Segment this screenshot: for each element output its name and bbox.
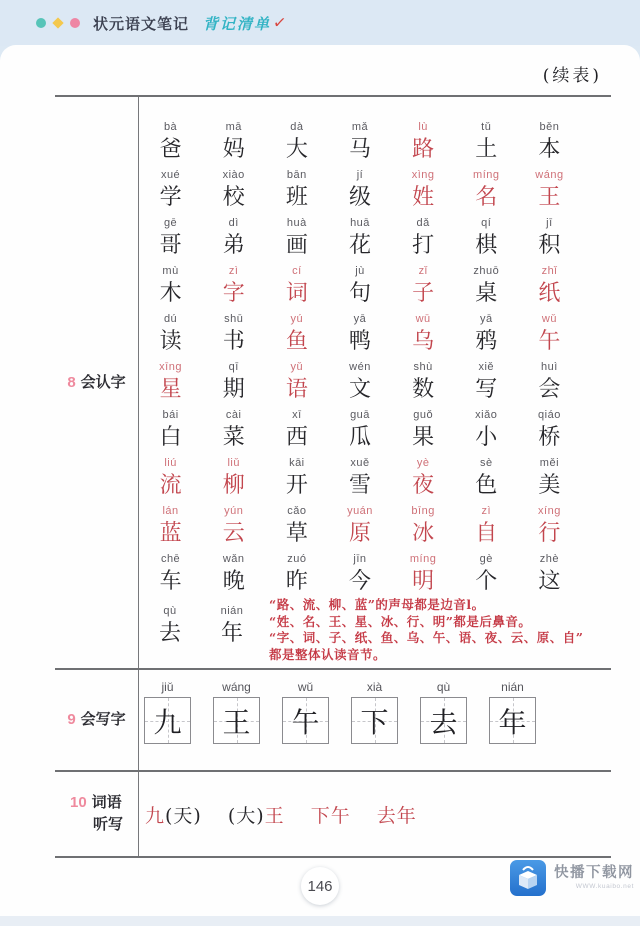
char-cell bbox=[455, 409, 518, 457]
char-cell bbox=[518, 361, 581, 409]
char-cell bbox=[265, 121, 328, 169]
hanzi: 纸 bbox=[538, 281, 561, 306]
pinyin: mǎ bbox=[351, 121, 369, 133]
hanzi: 美 bbox=[538, 473, 561, 498]
pinyin: guā bbox=[350, 409, 370, 421]
char-cell bbox=[139, 457, 202, 505]
hanzi: 画 bbox=[285, 233, 308, 258]
char-cell bbox=[139, 409, 202, 457]
section-write-label-cell bbox=[55, 670, 139, 770]
hanzi: 行 bbox=[538, 521, 561, 546]
hanzi: 桥 bbox=[538, 425, 561, 450]
pinyin: jù bbox=[355, 265, 365, 277]
char-cell bbox=[139, 265, 202, 313]
tianzige-box bbox=[420, 697, 467, 744]
pinyin: xiǎo bbox=[475, 409, 498, 421]
char-cell bbox=[202, 217, 265, 265]
brand-title: 状元语文笔记 bbox=[93, 15, 190, 33]
book-page bbox=[0, 45, 640, 926]
hanzi: 今 bbox=[348, 569, 371, 594]
pinyin: dú bbox=[163, 313, 178, 325]
checkmark-icon: ✓ bbox=[272, 14, 288, 33]
recognize-tail-row bbox=[139, 597, 611, 663]
pinyin: jí bbox=[356, 169, 364, 181]
char-cell bbox=[455, 169, 518, 217]
pinyin: guǒ bbox=[413, 409, 434, 421]
pinyin: zì bbox=[228, 265, 239, 277]
char-cell bbox=[392, 361, 455, 409]
hanzi: 星 bbox=[159, 377, 182, 402]
pinyin: cài bbox=[225, 409, 242, 421]
pinyin: xī bbox=[292, 409, 302, 421]
char-cell bbox=[328, 313, 391, 361]
pinyin: dì bbox=[228, 217, 239, 229]
char-cell bbox=[139, 605, 201, 653]
watermark bbox=[510, 860, 634, 896]
char-cell bbox=[265, 169, 328, 217]
hanzi: 年 bbox=[498, 705, 527, 739]
pinyin: zhuō bbox=[473, 265, 500, 277]
header-subtitle: 背记清单 bbox=[203, 15, 272, 33]
hanzi: 云 bbox=[222, 521, 245, 546]
hanzi: 名 bbox=[475, 185, 498, 210]
hanzi: 车 bbox=[159, 569, 182, 594]
hanzi: 文 bbox=[348, 377, 371, 402]
pinyin: xiě bbox=[478, 361, 495, 373]
char-cell bbox=[139, 169, 202, 217]
char-cell bbox=[518, 505, 581, 553]
hanzi: 九 bbox=[153, 705, 182, 739]
hanzi: 爸 bbox=[159, 137, 182, 162]
pinyin: bái bbox=[162, 409, 179, 421]
char-cell bbox=[139, 553, 202, 601]
section-write bbox=[55, 668, 611, 770]
note-line: “姓、名、王、星、冰、行、明”都是后鼻音。 bbox=[269, 613, 532, 629]
tianzige-box bbox=[351, 697, 398, 744]
char-cell bbox=[518, 265, 581, 313]
hanzi: 弟 bbox=[222, 233, 245, 258]
pinyin: cí bbox=[292, 265, 302, 277]
pinyin: gē bbox=[163, 217, 178, 229]
char-cell bbox=[392, 121, 455, 169]
char-cell bbox=[139, 217, 202, 265]
hanzi: 王 bbox=[538, 185, 561, 210]
write-char-column bbox=[420, 680, 467, 744]
write-char-column bbox=[144, 680, 191, 744]
pinyin: yuán bbox=[347, 505, 373, 517]
char-cell bbox=[455, 361, 518, 409]
hanzi: 数 bbox=[412, 377, 435, 402]
section-label-line2: 听写 bbox=[92, 816, 123, 833]
char-cell bbox=[455, 265, 518, 313]
hanzi: 字 bbox=[222, 281, 245, 306]
pinyin: xìng bbox=[411, 169, 435, 181]
summary-table bbox=[55, 95, 611, 858]
section-dictation-label-cell bbox=[55, 772, 139, 856]
hanzi: 冰 bbox=[412, 521, 435, 546]
char-cell bbox=[455, 457, 518, 505]
download-site-logo-icon bbox=[510, 860, 546, 896]
dictation-segment: 下午 bbox=[310, 804, 351, 827]
hanzi: 果 bbox=[412, 425, 435, 450]
char-cell bbox=[202, 265, 265, 313]
recognize-grid bbox=[139, 121, 611, 601]
dictation-word bbox=[228, 801, 285, 828]
hanzi: 期 bbox=[222, 377, 245, 402]
hanzi: 开 bbox=[285, 473, 308, 498]
char-cell bbox=[328, 553, 391, 601]
pinyin: kāi bbox=[289, 457, 305, 469]
pinyin: liǔ bbox=[227, 457, 240, 469]
char-cell bbox=[392, 505, 455, 553]
hanzi: 昨 bbox=[285, 569, 308, 594]
char-cell bbox=[139, 361, 202, 409]
hanzi: 妈 bbox=[222, 137, 245, 162]
pinyin: xià bbox=[366, 680, 383, 694]
hanzi: 土 bbox=[475, 137, 498, 162]
bottom-edge bbox=[0, 916, 640, 926]
hanzi: 子 bbox=[412, 281, 435, 306]
hanzi: 学 bbox=[159, 185, 182, 210]
hanzi: 路 bbox=[412, 137, 435, 162]
char-cell bbox=[265, 553, 328, 601]
dictation-word bbox=[377, 801, 417, 828]
tianzige-box bbox=[489, 697, 536, 744]
hanzi: 写 bbox=[475, 377, 498, 402]
pinyin: xuě bbox=[350, 457, 370, 469]
hanzi: 棋 bbox=[475, 233, 498, 258]
char-cell bbox=[455, 553, 518, 601]
hanzi: 年 bbox=[220, 621, 243, 646]
pinyin: bīng bbox=[411, 505, 435, 517]
pinyin: mā bbox=[225, 121, 242, 133]
pinyin: jīn bbox=[353, 553, 367, 565]
char-cell bbox=[392, 313, 455, 361]
teal-dot-icon bbox=[36, 18, 46, 28]
hanzi: 桌 bbox=[475, 281, 498, 306]
char-cell bbox=[202, 457, 265, 505]
page-number: 146 bbox=[307, 877, 333, 895]
hanzi: 句 bbox=[348, 281, 371, 306]
hanzi: 班 bbox=[285, 185, 308, 210]
note-line: 都是整体认读音节。 bbox=[269, 646, 387, 662]
pinyin: měi bbox=[539, 457, 560, 469]
pinyin: zǐ bbox=[418, 265, 428, 277]
hanzi: 瓜 bbox=[348, 425, 371, 450]
pinyin: wáng bbox=[222, 680, 251, 694]
pinyin: yè bbox=[416, 457, 430, 469]
hanzi: 词 bbox=[285, 281, 308, 306]
char-cell bbox=[139, 313, 202, 361]
pinyin: nián bbox=[501, 680, 524, 694]
write-char-column bbox=[213, 680, 260, 744]
char-cell bbox=[202, 409, 265, 457]
hanzi: 大 bbox=[285, 137, 308, 162]
hanzi: 小 bbox=[475, 425, 498, 450]
char-cell bbox=[455, 313, 518, 361]
dictation-word bbox=[311, 801, 351, 828]
char-cell bbox=[265, 313, 328, 361]
hanzi: 木 bbox=[159, 281, 182, 306]
char-cell bbox=[392, 265, 455, 313]
char-cell bbox=[265, 265, 328, 313]
char-cell bbox=[392, 217, 455, 265]
pinyin: gè bbox=[479, 553, 493, 565]
pinyin: chē bbox=[160, 553, 181, 565]
hanzi: 明 bbox=[412, 569, 435, 594]
hanzi: 鸦 bbox=[475, 329, 498, 354]
char-cell bbox=[202, 361, 265, 409]
hanzi: 去 bbox=[158, 621, 181, 646]
char-cell bbox=[518, 553, 581, 601]
char-cell bbox=[201, 605, 263, 653]
pinyin: qí bbox=[481, 217, 492, 229]
char-cell bbox=[518, 409, 581, 457]
char-cell bbox=[202, 313, 265, 361]
pinyin: huā bbox=[350, 217, 370, 229]
char-cell bbox=[392, 553, 455, 601]
pinyin: shū bbox=[224, 313, 244, 325]
hanzi: 这 bbox=[538, 569, 561, 594]
pinyin: jī bbox=[546, 217, 553, 229]
char-cell bbox=[328, 169, 391, 217]
hanzi: 会 bbox=[538, 377, 561, 402]
hanzi: 打 bbox=[412, 233, 435, 258]
section-label: 会写字 bbox=[80, 711, 126, 728]
char-cell bbox=[265, 217, 328, 265]
pinyin: shù bbox=[413, 361, 433, 373]
char-cell bbox=[328, 361, 391, 409]
hanzi: 读 bbox=[159, 329, 182, 354]
hanzi: 柳 bbox=[222, 473, 245, 498]
pinyin: wǎn bbox=[222, 553, 245, 565]
pinyin: wǔ bbox=[297, 680, 314, 694]
dictation-segment: (天) bbox=[165, 804, 202, 827]
hanzi: 王 bbox=[222, 705, 251, 739]
pinyin: zhǐ bbox=[541, 265, 558, 277]
pinyin: nián bbox=[220, 605, 244, 617]
recognize-content bbox=[139, 97, 611, 668]
write-char-column bbox=[489, 680, 536, 744]
char-cell bbox=[518, 169, 581, 217]
pinyin: huà bbox=[286, 217, 307, 229]
write-char-column bbox=[351, 680, 398, 744]
pinyin: tǔ bbox=[481, 121, 492, 133]
hanzi: 下 bbox=[360, 705, 389, 739]
watermark-title: 快播下载网 bbox=[554, 865, 634, 881]
hanzi: 本 bbox=[538, 137, 561, 162]
hanzi: 色 bbox=[475, 473, 498, 498]
char-cell bbox=[139, 505, 202, 553]
pinyin: yú bbox=[290, 313, 304, 325]
pinyin: bà bbox=[163, 121, 178, 133]
pinyin: qù bbox=[436, 680, 451, 694]
pinyin: wǔ bbox=[541, 313, 557, 325]
dictation-segment: (大) bbox=[227, 804, 265, 827]
char-cell bbox=[202, 169, 265, 217]
hanzi: 语 bbox=[285, 377, 308, 402]
pinyin: dǎ bbox=[416, 217, 430, 229]
char-cell bbox=[455, 121, 518, 169]
continued-table-label: (续表) bbox=[542, 66, 602, 86]
section-number: 10 bbox=[69, 794, 87, 811]
pinyin: wáng bbox=[535, 169, 564, 181]
pinyin: zuó bbox=[287, 553, 307, 565]
char-cell bbox=[455, 217, 518, 265]
dictation-segment: 王 bbox=[264, 804, 285, 827]
char-cell bbox=[265, 505, 328, 553]
char-cell bbox=[328, 505, 391, 553]
char-cell bbox=[265, 361, 328, 409]
pinyin: bān bbox=[286, 169, 307, 181]
hanzi: 姓 bbox=[412, 185, 435, 210]
tianzige-box bbox=[144, 697, 191, 744]
pink-dot-icon bbox=[70, 18, 80, 28]
char-cell bbox=[265, 457, 328, 505]
pinyin: xué bbox=[160, 169, 181, 181]
write-boxes-row bbox=[144, 680, 611, 744]
pinyin: míng bbox=[409, 553, 437, 565]
pinyin: yā bbox=[479, 313, 493, 325]
char-cell bbox=[518, 457, 581, 505]
hanzi: 雪 bbox=[348, 473, 371, 498]
section-label: 会认字 bbox=[80, 373, 126, 391]
char-cell bbox=[328, 121, 391, 169]
hanzi: 自 bbox=[475, 521, 498, 546]
pinyin: xíng bbox=[538, 505, 561, 517]
pinyin: lán bbox=[162, 505, 179, 517]
char-cell bbox=[328, 217, 391, 265]
hanzi: 午 bbox=[291, 705, 320, 739]
page-number-badge bbox=[301, 867, 339, 905]
pinyin: qù bbox=[163, 605, 177, 617]
write-content bbox=[139, 670, 611, 770]
char-cell bbox=[518, 217, 581, 265]
pinyin: mù bbox=[162, 265, 179, 277]
pinyin: huì bbox=[541, 361, 558, 373]
hanzi: 个 bbox=[475, 569, 498, 594]
pinyin: xiào bbox=[222, 169, 245, 181]
hanzi: 书 bbox=[222, 329, 245, 354]
header-band bbox=[0, 0, 640, 46]
yellow-diamond-icon bbox=[52, 17, 63, 28]
note-line: “字、词、子、纸、鱼、乌、午、语、夜、云、原、自” bbox=[269, 630, 584, 645]
section-number: 8 bbox=[67, 373, 76, 391]
char-cell bbox=[455, 505, 518, 553]
section-label-line1: 词语 bbox=[91, 794, 122, 811]
hanzi: 哥 bbox=[159, 233, 182, 258]
pinyin: yǔ bbox=[290, 361, 304, 373]
char-cell bbox=[202, 121, 265, 169]
section-recognize bbox=[55, 95, 611, 668]
pinyin: qiáo bbox=[538, 409, 561, 421]
pinyin: qī bbox=[228, 361, 239, 373]
dictation-content bbox=[139, 772, 611, 856]
pinyin: yún bbox=[224, 505, 244, 517]
char-cell bbox=[139, 121, 202, 169]
pinyin: xīng bbox=[159, 361, 182, 373]
pinyin: sè bbox=[479, 457, 493, 469]
hanzi: 积 bbox=[538, 233, 561, 258]
hanzi: 马 bbox=[348, 137, 371, 162]
hanzi: 夜 bbox=[412, 473, 435, 498]
recognize-tail-cells bbox=[139, 605, 263, 663]
hanzi: 鸭 bbox=[348, 329, 371, 354]
hanzi: 原 bbox=[348, 521, 371, 546]
pinyin: cǎo bbox=[287, 505, 307, 517]
char-cell bbox=[392, 169, 455, 217]
char-cell bbox=[202, 505, 265, 553]
char-cell bbox=[202, 553, 265, 601]
hanzi: 流 bbox=[159, 473, 182, 498]
char-cell bbox=[518, 313, 581, 361]
char-cell bbox=[265, 409, 328, 457]
section-dictation bbox=[55, 770, 611, 856]
dictation-word bbox=[145, 801, 202, 828]
pinyin: jiǔ bbox=[161, 680, 174, 694]
pinyin: míng bbox=[473, 169, 500, 181]
hanzi: 蓝 bbox=[159, 521, 182, 546]
hanzi: 级 bbox=[348, 185, 371, 210]
char-cell bbox=[328, 409, 391, 457]
pinyin: dà bbox=[290, 121, 304, 133]
write-char-column bbox=[282, 680, 329, 744]
hanzi: 西 bbox=[285, 425, 308, 450]
pinyin: wén bbox=[349, 361, 371, 373]
dictation-segment: 九 bbox=[145, 804, 166, 827]
tianzige-box bbox=[213, 697, 260, 744]
hanzi: 乌 bbox=[412, 329, 435, 354]
char-cell bbox=[518, 121, 581, 169]
char-cell bbox=[328, 265, 391, 313]
hanzi: 晚 bbox=[222, 569, 245, 594]
phonics-note bbox=[263, 597, 611, 663]
char-cell bbox=[392, 457, 455, 505]
dictation-segment: 去年 bbox=[376, 804, 417, 827]
pinyin: wū bbox=[415, 313, 431, 325]
hanzi: 午 bbox=[538, 329, 561, 354]
hanzi: 草 bbox=[285, 521, 308, 546]
hanzi: 去 bbox=[429, 705, 458, 739]
note-line: “路、流、柳、蓝”的声母都是边音l。 bbox=[269, 597, 485, 612]
section-recognize-label-cell bbox=[55, 97, 139, 668]
char-cell bbox=[328, 457, 391, 505]
pinyin: lù bbox=[418, 121, 428, 133]
pinyin: yā bbox=[353, 313, 367, 325]
pinyin: běn bbox=[539, 121, 560, 133]
tianzige-box bbox=[282, 697, 329, 744]
section-number: 9 bbox=[67, 711, 76, 728]
watermark-url: WWW.kuaibo.net bbox=[575, 883, 634, 890]
hanzi: 花 bbox=[348, 233, 371, 258]
pinyin: zì bbox=[481, 505, 492, 517]
hanzi: 鱼 bbox=[285, 329, 308, 354]
pinyin: zhè bbox=[539, 553, 560, 565]
pinyin: liú bbox=[164, 457, 177, 469]
hanzi: 白 bbox=[159, 425, 182, 450]
hanzi: 菜 bbox=[222, 425, 245, 450]
char-cell bbox=[392, 409, 455, 457]
hanzi: 校 bbox=[222, 185, 245, 210]
